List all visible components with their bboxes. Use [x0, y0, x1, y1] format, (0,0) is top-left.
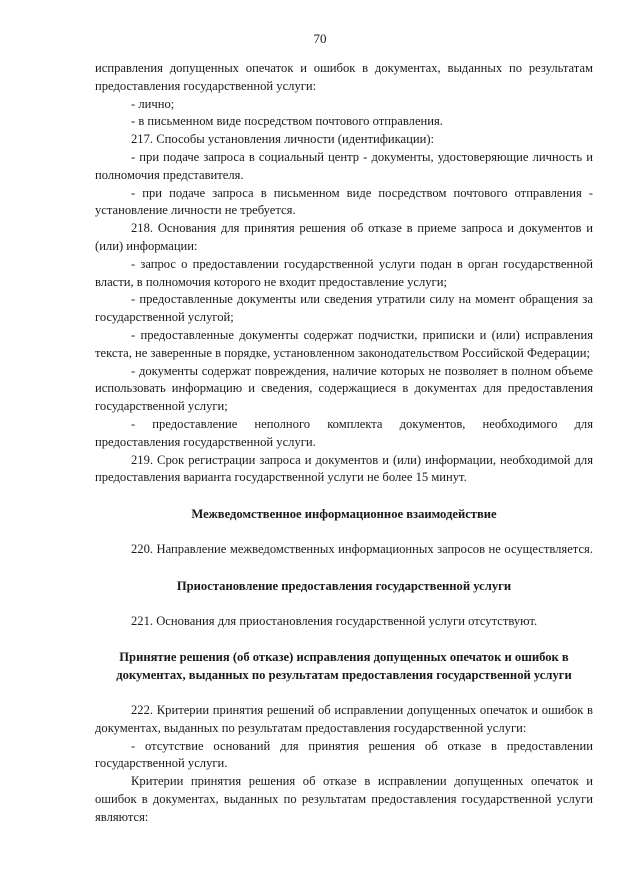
page-number: 70 — [313, 31, 327, 46]
list-item: - документы содержат повреждения, наличие которых не позволяет в полном объеме использовать информацию и сведения, содержащиеся в документах для предоставления государственной услуги; — [95, 363, 593, 414]
section-heading: Приостановление предоставления государственной услуги — [176, 578, 512, 593]
clause-220: 220. Направление межведомственных информационных запросов не осуществляется. — [131, 541, 593, 556]
clause-218: 218. Основания для принятия решения об отказе в приеме запроса и документов и (или) информации: — [95, 221, 593, 253]
list-item: - лично; — [131, 96, 175, 111]
list-item: - запрос о предоставлении государственной услуги подан в орган государственной власти, в полномочия которого не входит предоставление услуги; — [95, 256, 593, 289]
paragraph: Критерии принятия решения об отказе в исправлении допущенных опечаток и ошибок в документах, выданных по результатам предоставления государственной услуги являются: — [95, 774, 593, 824]
list-item: - предоставленные документы содержат подчистки, приписки и (или) исправления текста, не заверенные в порядке, установленном законодательством Российской Федерации; — [95, 327, 593, 360]
clause-219: 219. Срок регистрации запроса и документов и (или) информации, необходимой для предоставления варианта государственной услуги не более 15 минут. — [95, 452, 593, 485]
clause-222: 222. Критерии принятия решений об исправлении допущенных опечаток и ошибок в документах, выданных по результатам предоставления государственной услуги: — [95, 702, 593, 735]
list-item: - предоставление неполного комплекта документов, необходимого для предоставления государственной услуги. — [95, 416, 593, 449]
document-body — [95, 60, 593, 826]
list-item: - в письменном виде посредством почтового отправления. — [131, 114, 443, 129]
list-item: - отсутствие оснований для принятия решения об отказе в предоставлении государственной услуги. — [95, 738, 593, 771]
paragraph: исправления допущенных опечаток и ошибок в документах, выданных по результатам предоставления государственной услуги: — [95, 61, 593, 93]
list-item: - предоставленные документы или сведения утратили силу на момент обращения за государственной услугой; — [95, 292, 593, 325]
list-item: - при подаче запроса в социальный центр - документы, удостоверяющие личность и полномочия представителя. — [95, 149, 593, 182]
clause-217: 217. Способы установления личности (идентификации): — [131, 132, 435, 147]
list-item: - при подаче запроса в письменном виде посредством почтового отправления - установление личности не требуется. — [95, 185, 593, 218]
clause-221: 221. Основания для приостановления государственной услуги отсутствуют. — [131, 613, 538, 628]
section-heading: Межведомственное информационное взаимодействие — [191, 507, 497, 522]
section-heading: Принятие решения (об отказе) исправления допущенных опечаток и ошибок в документах, выданных по результатам предоставления государственной услуги — [116, 650, 572, 683]
